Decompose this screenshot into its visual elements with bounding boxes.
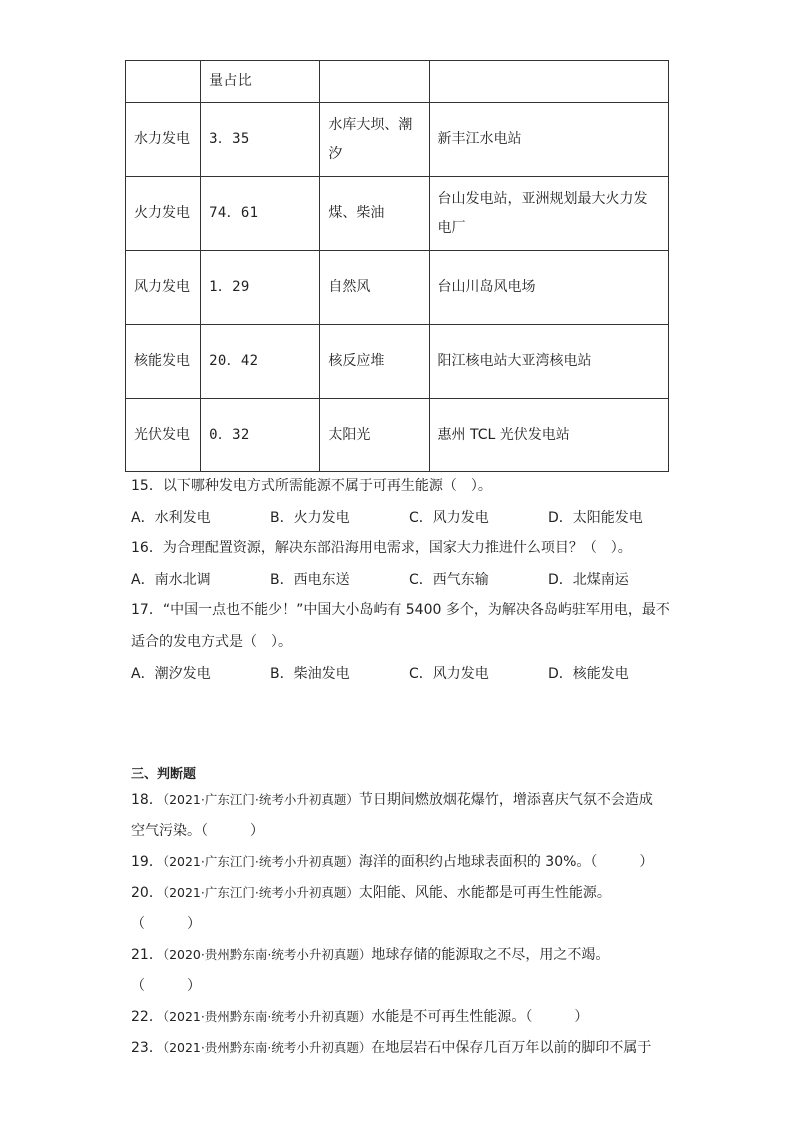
question-15: 15．以下哪种发电方式所需能源不属于可再生能源（ ）。 (131, 478, 492, 494)
question-text: 地球存储的能源取之不尽，用之不竭。 (371, 947, 610, 963)
question-22 (131, 1007, 588, 1027)
share-cell: 0．32 (201, 399, 320, 472)
option-a[interactable]: A．潮汐发电 (131, 666, 211, 682)
option-c[interactable]: C．风力发电 (409, 666, 489, 682)
answer-blank[interactable]: （ ） (131, 916, 201, 932)
example-cell: 惠州 TCL 光伏发电站 (429, 399, 668, 472)
question-number: 18． (131, 792, 163, 808)
example-cell: 阳江核电站大亚湾核电站 (429, 325, 668, 399)
answer-blank[interactable]: 空气污染。（ ） (131, 823, 264, 839)
option-c[interactable]: C．西气东输 (409, 572, 489, 588)
share-cell: 20．42 (201, 325, 320, 399)
question-source: （2021·广东江门·统考小升初真题） (162, 885, 359, 900)
question-number: 20． (131, 885, 163, 901)
question-19 (131, 852, 653, 872)
energy-cell: 自然风 (320, 251, 429, 325)
table-cell (429, 61, 668, 103)
question-18 (131, 790, 653, 810)
energy-cell: 煤、柴油 (320, 177, 429, 251)
option-b[interactable]: B．柴油发电 (270, 666, 350, 682)
option-d[interactable]: D．核能发电 (548, 666, 629, 682)
table-row (126, 177, 669, 251)
option-d[interactable]: D．北煤南运 (548, 572, 629, 588)
type-cell: 水力发电 (126, 103, 201, 177)
share-cell: 74．61 (201, 177, 320, 251)
question-number: 22． (131, 1009, 163, 1025)
answer-blank[interactable]: （ ） (131, 978, 201, 994)
option-d[interactable]: D．太阳能发电 (548, 510, 643, 526)
table-cell: 量占比 (201, 61, 320, 103)
option-a[interactable]: A．水利发电 (131, 510, 211, 526)
question-source: （2021·贵州黔东南·统考小升初真题） (162, 1040, 372, 1055)
table-header-row (126, 61, 669, 103)
table-row (126, 325, 669, 399)
question-15-options (131, 507, 691, 527)
question-text: 太阳能、风能、水能都是可再生性能源。 (358, 885, 611, 901)
section-title: 三、判断题 (131, 767, 197, 782)
table-cell (320, 61, 429, 103)
question-text[interactable]: 海洋的面积约占地球表面积的 30%。（ ） (358, 854, 654, 870)
question-20 (131, 883, 611, 903)
option-b[interactable]: B．西电东送 (270, 572, 350, 588)
question-text: 在地层岩石中保存几百万年以前的脚印不属于 (371, 1040, 652, 1056)
example-cell: 台山川岛风电场 (429, 251, 668, 325)
option-c[interactable]: C．风力发电 (409, 510, 489, 526)
share-cell: 1．29 (201, 251, 320, 325)
question-source: （2020·贵州黔东南·统考小升初真题） (162, 947, 372, 962)
option-b[interactable]: B．火力发电 (270, 510, 350, 526)
example-cell: 新丰江水电站 (429, 103, 668, 177)
energy-cell: 水库大坝、潮汐 (320, 103, 429, 177)
table-row (126, 103, 669, 177)
question-number: 21． (131, 947, 163, 963)
question-source: （2021·广东江门·统考小升初真题） (162, 792, 359, 807)
question-16-options (131, 569, 691, 589)
question-16: 16．为合理配置资源，解决东部沿海用电需求，国家大力推进什么项目？（ ）。 (131, 540, 632, 556)
energy-cell: 核反应堆 (320, 325, 429, 399)
question-text: 节日期间燃放烟花爆竹，增添喜庆气氛不会造成 (358, 792, 653, 808)
table-row (126, 251, 669, 325)
table-cell (126, 61, 201, 103)
type-cell: 风力发电 (126, 251, 201, 325)
type-cell: 核能发电 (126, 325, 201, 399)
share-cell: 3．35 (201, 103, 320, 177)
option-a[interactable]: A．南水北调 (131, 572, 211, 588)
type-cell: 火力发电 (126, 177, 201, 251)
question-text[interactable]: 水能是不可再生性能源。（ ） (371, 1009, 589, 1025)
question-source: （2021·广东江门·统考小升初真题） (162, 854, 359, 869)
power-generation-table (125, 60, 669, 472)
example-cell: 台山发电站，亚洲规划最大火力发电厂 (429, 177, 668, 251)
question-source: （2021·贵州黔东南·统考小升初真题） (162, 1009, 372, 1024)
energy-cell: 太阳光 (320, 399, 429, 472)
question-23 (131, 1038, 651, 1058)
question-17-line2: 适合的发电方式是（ ）。 (131, 634, 292, 650)
question-17-line1: 17．“中国一点也不能少！”中国大小岛屿有 5400 多个，为解决各岛屿驻军用电，最不 (131, 602, 670, 618)
question-17-options (131, 663, 691, 683)
question-21 (131, 945, 609, 965)
question-number: 23． (131, 1040, 163, 1056)
question-number: 19． (131, 854, 163, 870)
type-cell: 光伏发电 (126, 399, 201, 472)
table-row (126, 399, 669, 472)
